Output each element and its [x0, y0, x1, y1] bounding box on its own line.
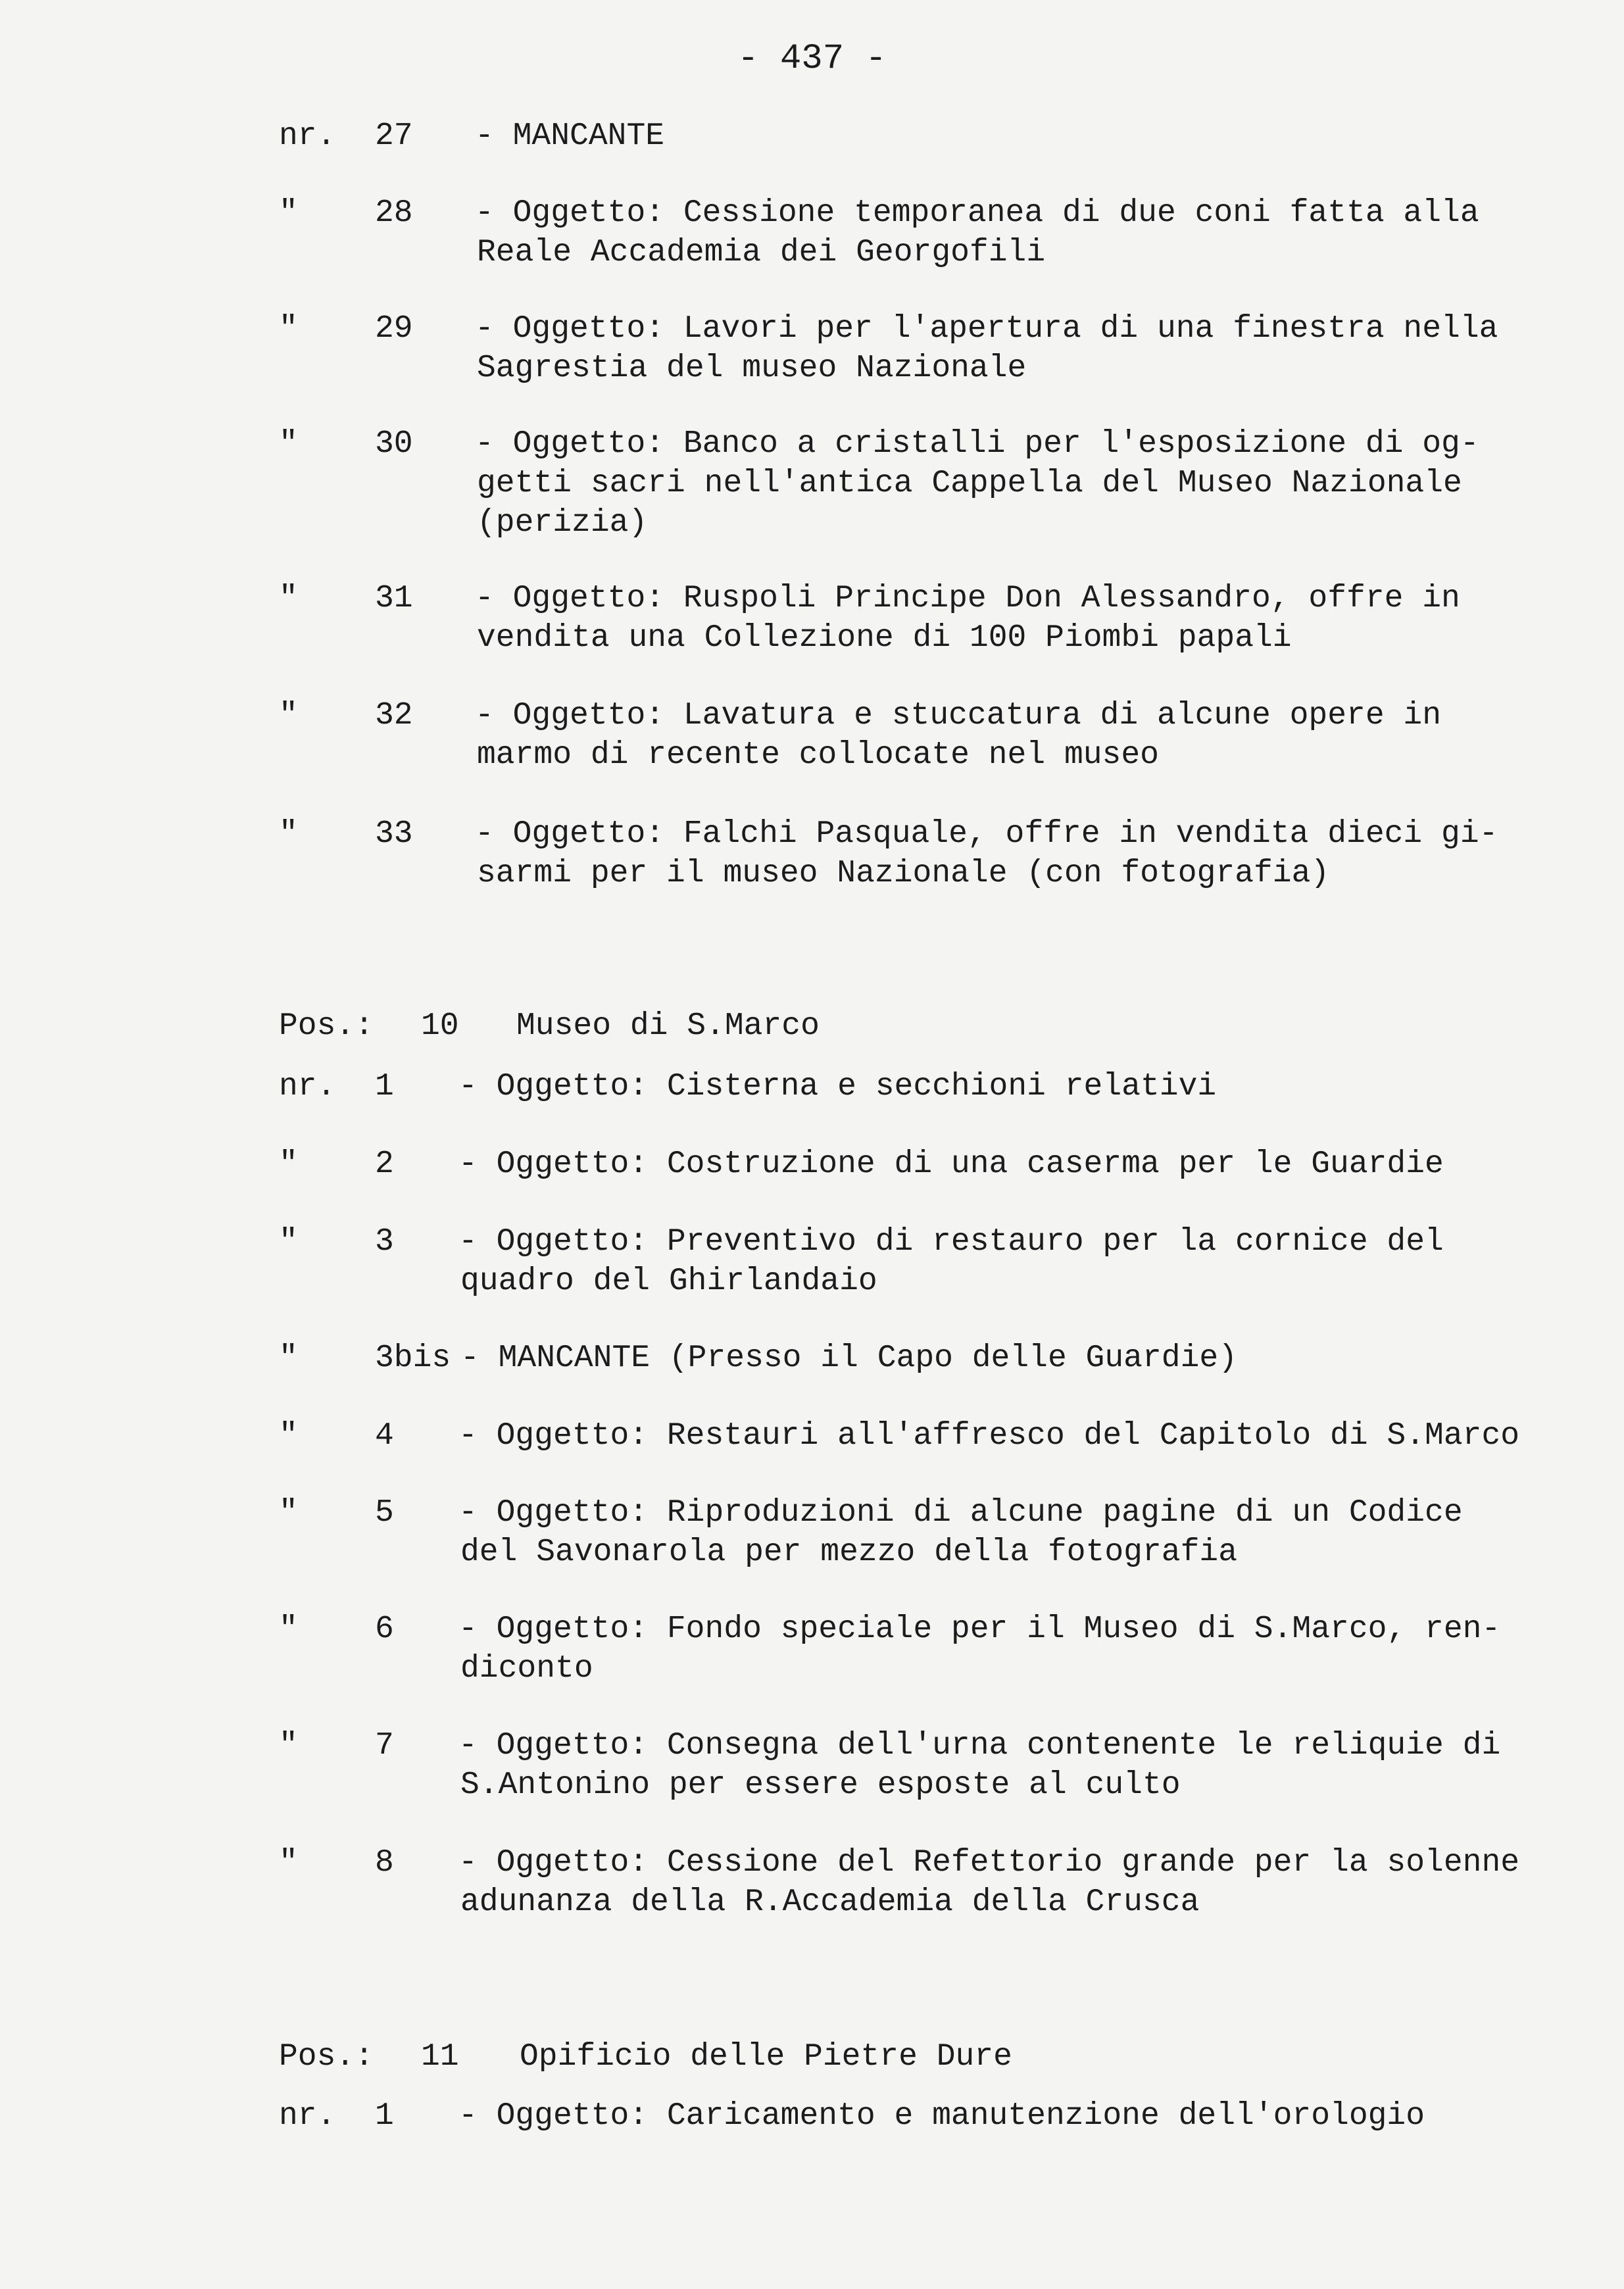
entry-text: del Savonarola per mezzo della fotografia	[460, 1535, 1237, 1570]
entry-number: 30	[375, 426, 413, 462]
entry-number: 4	[375, 1418, 394, 1454]
entry-label: nr.	[279, 118, 336, 154]
position-number: 10	[421, 1008, 459, 1044]
entry-text: - Oggetto: Cessione temporanea di due coni fatta alla	[475, 195, 1479, 231]
entry-label: "	[279, 1341, 298, 1376]
entry-text: quadro del Ghirlandaio	[460, 1264, 877, 1299]
entry-text: - MANCANTE	[475, 118, 665, 154]
entry-number: 32	[375, 698, 413, 733]
entry-text: - MANCANTE (Presso il Capo delle Guardie)	[460, 1341, 1237, 1376]
position-label: Pos.:	[279, 1008, 374, 1044]
entry-number: 1	[375, 1069, 394, 1104]
entry-label: "	[279, 1612, 298, 1647]
entry-label: "	[279, 1845, 298, 1881]
entry-text: diconto	[460, 1651, 593, 1686]
entry-label: "	[279, 311, 298, 347]
entry-number: 31	[375, 581, 413, 616]
entry-label: "	[279, 816, 298, 852]
entry-number: 29	[375, 311, 413, 347]
entry-text: - Oggetto: Restauri all'affresco del Capitolo di S.Marco	[458, 1418, 1520, 1454]
entry-text: adunanza della R.Accademia della Crusca	[460, 1884, 1200, 1920]
entry-label: "	[279, 195, 298, 231]
entry-text: vendita una Collezione di 100 Piombi papali	[477, 620, 1292, 656]
entry-label: "	[279, 1224, 298, 1260]
entry-text: - Oggetto: Lavatura e stuccatura di alcune opere in	[475, 698, 1442, 733]
entry-label: "	[279, 426, 298, 462]
entry-label: "	[279, 698, 298, 733]
position-title: Opificio delle Pietre Dure	[520, 2039, 1012, 2075]
entry-label: "	[279, 1495, 298, 1531]
entry-text: - Oggetto: Lavori per l'apertura di una finestra nella	[475, 311, 1498, 347]
entry-text: Sagrestia del museo Nazionale	[477, 351, 1027, 386]
entry-text: (perizia)	[477, 505, 648, 541]
position-label: Pos.:	[279, 2039, 374, 2075]
entry-text: S.Antonino per essere esposte al culto	[460, 1767, 1181, 1803]
position-title: Museo di S.Marco	[516, 1008, 820, 1044]
entry-label: "	[279, 1728, 298, 1763]
entry-number: 3bis	[375, 1341, 451, 1376]
entry-number: 8	[375, 1845, 394, 1881]
entry-text: marmo di recente collocate nel museo	[477, 737, 1159, 773]
entry-number: 3	[375, 1224, 394, 1260]
entry-text: sarmi per il museo Nazionale (con fotografia)	[477, 856, 1330, 891]
entry-number: 1	[375, 2098, 394, 2134]
entry-text: getti sacri nell'antica Cappella del Museo Nazionale	[477, 466, 1462, 501]
entry-text: - Oggetto: Cessione del Refettorio grande per la solenne	[458, 1845, 1520, 1881]
entry-number: 33	[375, 816, 413, 852]
entry-number: 6	[375, 1612, 394, 1647]
entry-label: "	[279, 1146, 298, 1182]
entry-text: - Oggetto: Cisterna e secchioni relativi	[458, 1069, 1217, 1104]
entry-number: 5	[375, 1495, 394, 1531]
entry-text: - Oggetto: Fondo speciale per il Museo di S.Marco, ren-	[458, 1612, 1501, 1647]
entry-text: - Oggetto: Riproduzioni di alcune pagine di un Codice	[458, 1495, 1463, 1531]
entry-label: nr.	[279, 2098, 336, 2134]
entry-label: nr.	[279, 1069, 336, 1104]
entry-number: 2	[375, 1146, 394, 1182]
entry-label: "	[279, 581, 298, 616]
entry-text: - Oggetto: Preventivo di restauro per la cornice del	[458, 1224, 1444, 1260]
entry-number: 27	[375, 118, 413, 154]
entry-text: Reale Accademia dei Georgofili	[477, 235, 1046, 270]
page-number: - 437 -	[737, 39, 887, 79]
entry-text: - Oggetto: Consegna dell'urna contenente le reliquie di	[458, 1728, 1501, 1763]
entry-number: 7	[375, 1728, 394, 1763]
entry-number: 28	[375, 195, 413, 231]
entry-text: - Oggetto: Falchi Pasquale, offre in vendita dieci gi-	[475, 816, 1498, 852]
position-number: 11	[421, 2039, 459, 2075]
entry-label: "	[279, 1418, 298, 1454]
entry-text: - Oggetto: Banco a cristalli per l'esposizione di og-	[475, 426, 1479, 462]
entry-text: - Oggetto: Ruspoli Principe Don Alessandro, offre in	[475, 581, 1460, 616]
entry-text: - Oggetto: Costruzione di una caserma per le Guardie	[458, 1146, 1444, 1182]
entry-text: - Oggetto: Caricamento e manutenzione dell'orologio	[458, 2098, 1425, 2134]
